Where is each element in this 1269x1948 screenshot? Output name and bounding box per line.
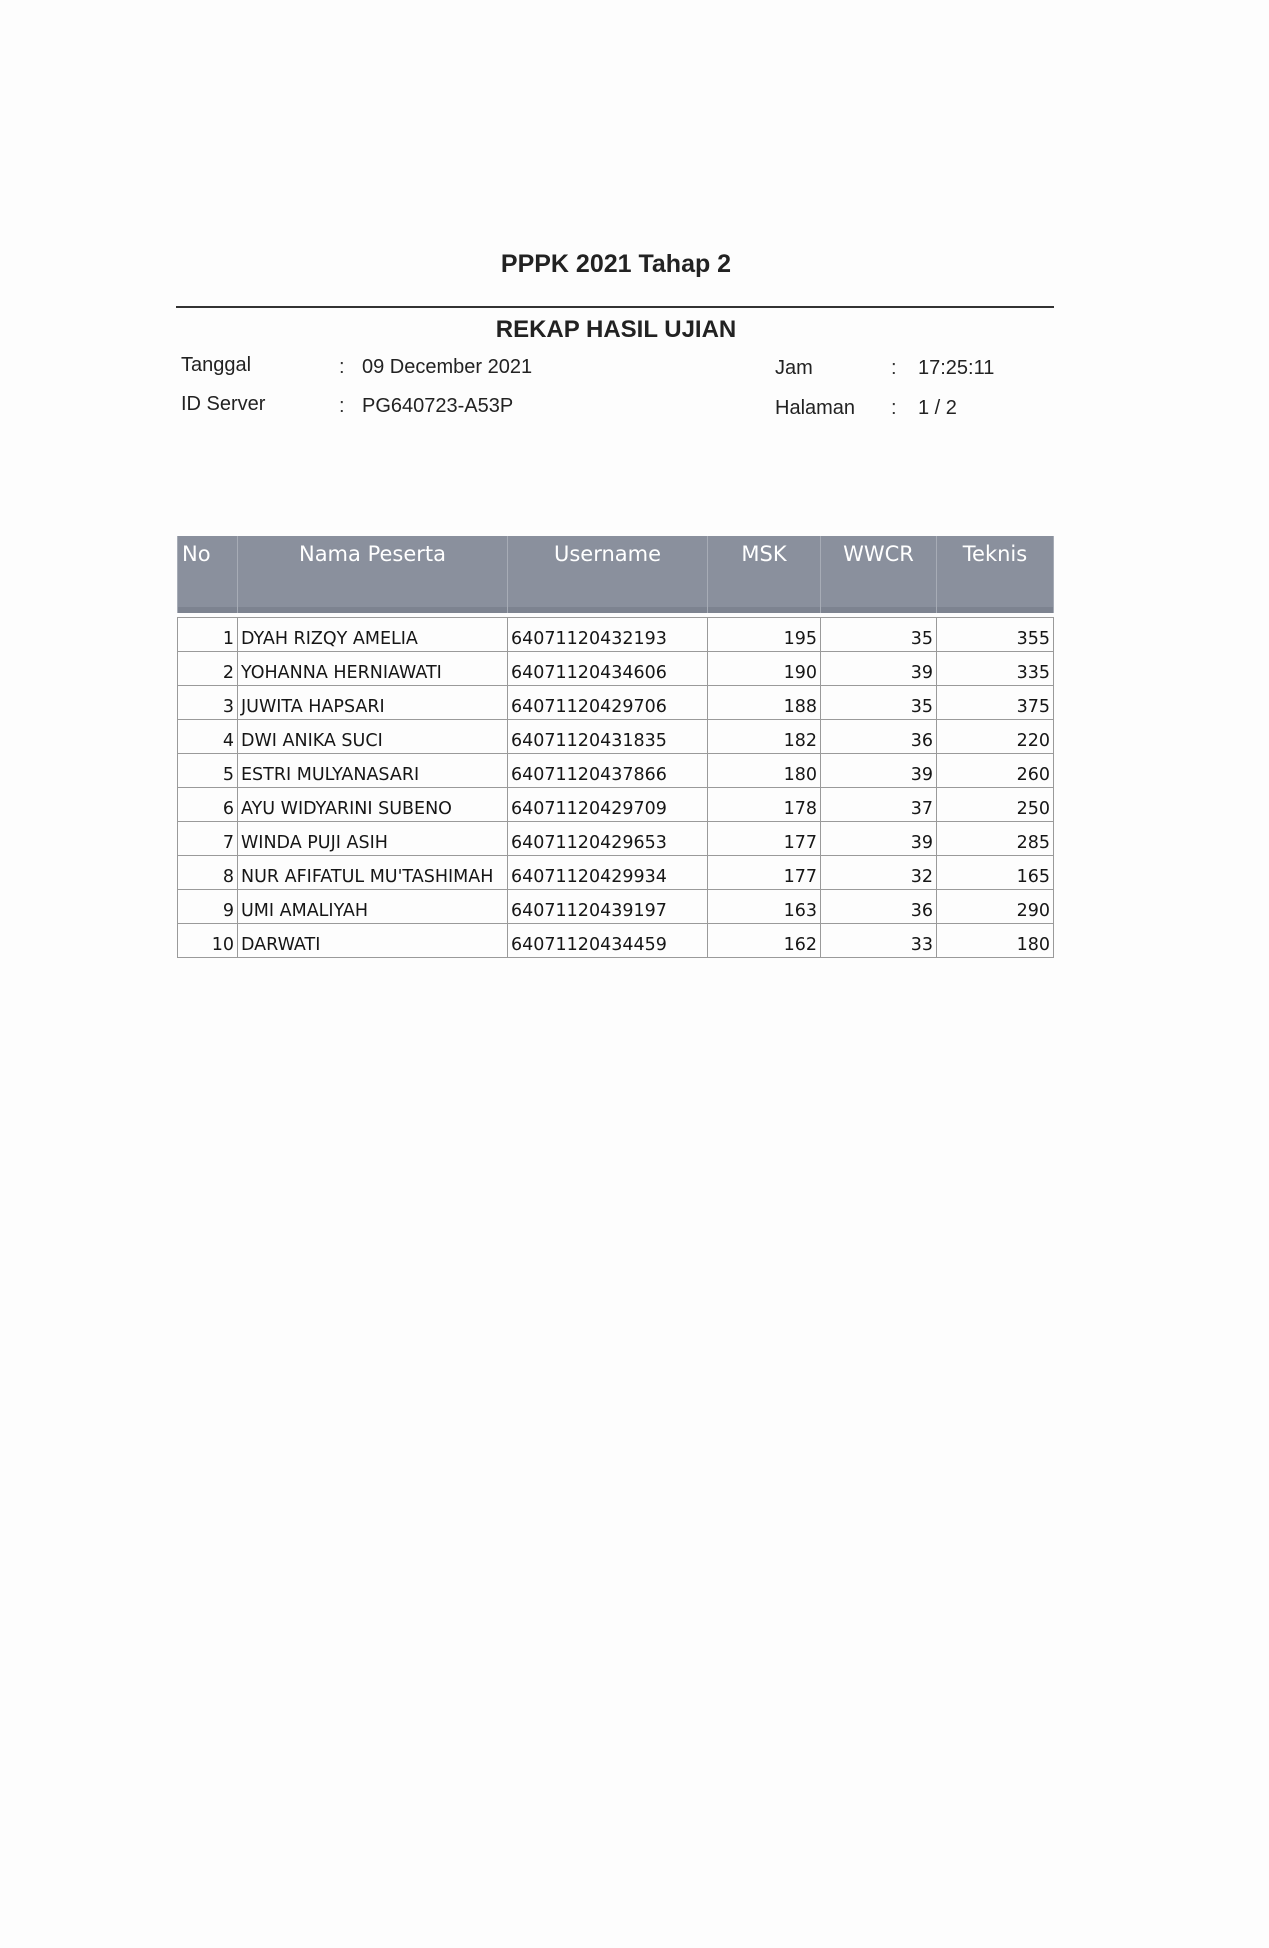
cell-nama-peserta: NUR AFIFATUL MU'TASHIMAH — [238, 856, 508, 890]
cell-no: 7 — [178, 822, 238, 856]
id-server-value: PG640723-A53P — [362, 395, 514, 417]
cell-nama-peserta: AYU WIDYARINI SUBENO — [238, 788, 508, 822]
cell-wwcr: 39 — [821, 754, 937, 788]
cell-teknis: 335 — [937, 652, 1054, 686]
cell-teknis: 260 — [937, 754, 1054, 788]
cell-msk: 180 — [708, 754, 821, 788]
cell-username: 64071120429706 — [508, 686, 708, 720]
halaman-value: 1 / 2 — [918, 397, 957, 419]
column-header-wwcr: WWCR — [821, 536, 937, 613]
cell-teknis: 180 — [937, 924, 1054, 958]
column-header-nama-peserta: Nama Peserta — [238, 536, 508, 613]
report-subtitle: REKAP HASIL UJIAN — [495, 316, 737, 343]
column-header-msk: MSK — [708, 536, 821, 613]
jam-label: Jam — [775, 357, 813, 379]
cell-username: 64071120437866 — [508, 754, 708, 788]
cell-wwcr: 37 — [821, 788, 937, 822]
cell-username: 64071120429653 — [508, 822, 708, 856]
cell-wwcr: 39 — [821, 822, 937, 856]
title-divider — [176, 306, 1054, 308]
cell-msk: 178 — [708, 788, 821, 822]
column-header-no: No — [178, 536, 238, 613]
cell-nama-peserta: DWI ANIKA SUCI — [238, 720, 508, 754]
cell-username: 64071120439197 — [508, 890, 708, 924]
table-row — [178, 822, 1054, 856]
cell-teknis: 250 — [937, 788, 1054, 822]
table-row — [178, 924, 1054, 958]
cell-nama-peserta: UMI AMALIYAH — [238, 890, 508, 924]
cell-username: 64071120429934 — [508, 856, 708, 890]
cell-teknis: 285 — [937, 822, 1054, 856]
table-header-row — [178, 536, 1054, 613]
id-server-colon: : — [339, 395, 345, 417]
cell-wwcr: 33 — [821, 924, 937, 958]
cell-msk: 188 — [708, 686, 821, 720]
jam-value: 17:25:11 — [918, 357, 995, 379]
table-row — [178, 652, 1054, 686]
cell-msk: 177 — [708, 856, 821, 890]
cell-username: 64071120432193 — [508, 618, 708, 652]
table-row — [178, 686, 1054, 720]
table-row — [178, 788, 1054, 822]
cell-msk: 182 — [708, 720, 821, 754]
cell-msk: 177 — [708, 822, 821, 856]
page-title: PPPK 2021 Tahap 2 — [500, 250, 732, 278]
tanggal-label: Tanggal — [181, 354, 252, 376]
cell-username: 64071120429709 — [508, 788, 708, 822]
cell-nama-peserta: YOHANNA HERNIAWATI — [238, 652, 508, 686]
column-header-teknis: Teknis — [937, 536, 1054, 613]
cell-nama-peserta: ESTRI MULYANASARI — [238, 754, 508, 788]
table-body — [178, 613, 1054, 958]
table-row — [178, 754, 1054, 788]
table-row — [178, 890, 1054, 924]
cell-nama-peserta: DARWATI — [238, 924, 508, 958]
cell-no: 4 — [178, 720, 238, 754]
halaman-colon: : — [891, 397, 897, 419]
cell-username: 64071120434606 — [508, 652, 708, 686]
cell-username: 64071120431835 — [508, 720, 708, 754]
cell-wwcr: 39 — [821, 652, 937, 686]
cell-no: 2 — [178, 652, 238, 686]
cell-teknis: 220 — [937, 720, 1054, 754]
cell-no: 1 — [178, 618, 238, 652]
cell-no: 3 — [178, 686, 238, 720]
cell-wwcr: 36 — [821, 890, 937, 924]
cell-msk: 163 — [708, 890, 821, 924]
cell-wwcr: 35 — [821, 618, 937, 652]
cell-teknis: 165 — [937, 856, 1054, 890]
cell-nama-peserta: DYAH RIZQY AMELIA — [238, 618, 508, 652]
results-table — [177, 536, 1054, 958]
cell-wwcr: 35 — [821, 686, 937, 720]
cell-no: 9 — [178, 890, 238, 924]
cell-msk: 162 — [708, 924, 821, 958]
table-row — [178, 720, 1054, 754]
cell-no: 6 — [178, 788, 238, 822]
halaman-label: Halaman — [775, 397, 856, 419]
cell-no: 5 — [178, 754, 238, 788]
tanggal-value: 09 December 2021 — [362, 356, 533, 378]
cell-nama-peserta: WINDA PUJI ASIH — [238, 822, 508, 856]
tanggal-colon: : — [339, 356, 345, 378]
cell-teknis: 355 — [937, 618, 1054, 652]
cell-nama-peserta: JUWITA HAPSARI — [238, 686, 508, 720]
table-row — [178, 618, 1054, 652]
cell-teknis: 290 — [937, 890, 1054, 924]
column-header-username: Username — [508, 536, 708, 613]
cell-teknis: 375 — [937, 686, 1054, 720]
cell-no: 10 — [178, 924, 238, 958]
id-server-label: ID Server — [181, 393, 266, 415]
cell-no: 8 — [178, 856, 238, 890]
cell-wwcr: 32 — [821, 856, 937, 890]
cell-msk: 195 — [708, 618, 821, 652]
cell-wwcr: 36 — [821, 720, 937, 754]
jam-colon: : — [891, 357, 897, 379]
cell-msk: 190 — [708, 652, 821, 686]
table-row — [178, 856, 1054, 890]
cell-username: 64071120434459 — [508, 924, 708, 958]
